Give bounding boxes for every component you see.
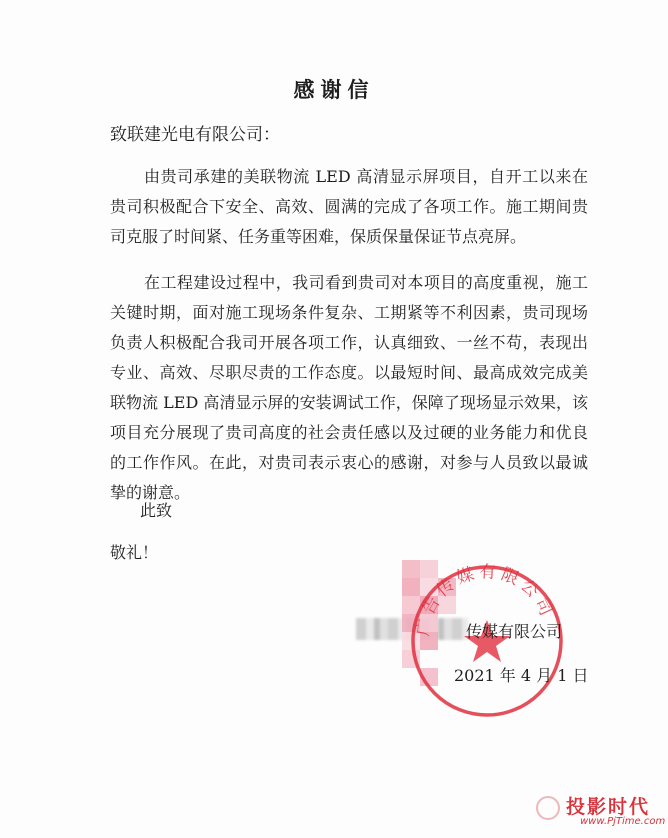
watermark-url: www.PjTime.com: [580, 816, 666, 827]
paragraph-2: 在工程建设过程中，我司看到贵司对本项目的高度重视，施工关键时期，面对施工现场条件复杂、工期紧等不利因素，贵司现场负责人积极配合我司开展各项工作，认真细致、一丝不苟，表现出专业、高效、尽职尽责的工作态度。以最短时间、最高成效完成美联物流 LED 高清显示屏的安装调试工作，保障了现场显示效果，该项目充分展现了贵司高度的社会责任感以及过硬的业务能力和优良的工作作风。在此，对贵司表示衷心的感谢，对参与人员致以最诚挚的谢意。: [110, 273, 588, 502]
closing-line-1: 此致: [140, 501, 173, 520]
watermark-title: 投影时代: [566, 796, 651, 818]
salutation: 致联建光电有限公司：: [110, 125, 280, 145]
closing-line-2: 敬礼！: [110, 543, 159, 562]
signature-date: 2021 年 4 月 1 日: [454, 666, 589, 685]
watermark-circle-icon: [536, 796, 560, 820]
seal-text: 广告传媒有限公司: [413, 562, 558, 638]
letter-title: 感谢信: [293, 77, 375, 102]
signature-company: 传媒有限公司: [466, 622, 563, 641]
watermark-logo: [536, 790, 666, 832]
paragraph-1: 由贵司承建的美联物流 LED 高清显示屏项目，自开工以来在贵司积极配合下安全、高效、圆满的完成了各项工作。施工期间贵司克服了时间紧、任务重等困难，保质保量保证节点亮屏。: [110, 167, 588, 246]
